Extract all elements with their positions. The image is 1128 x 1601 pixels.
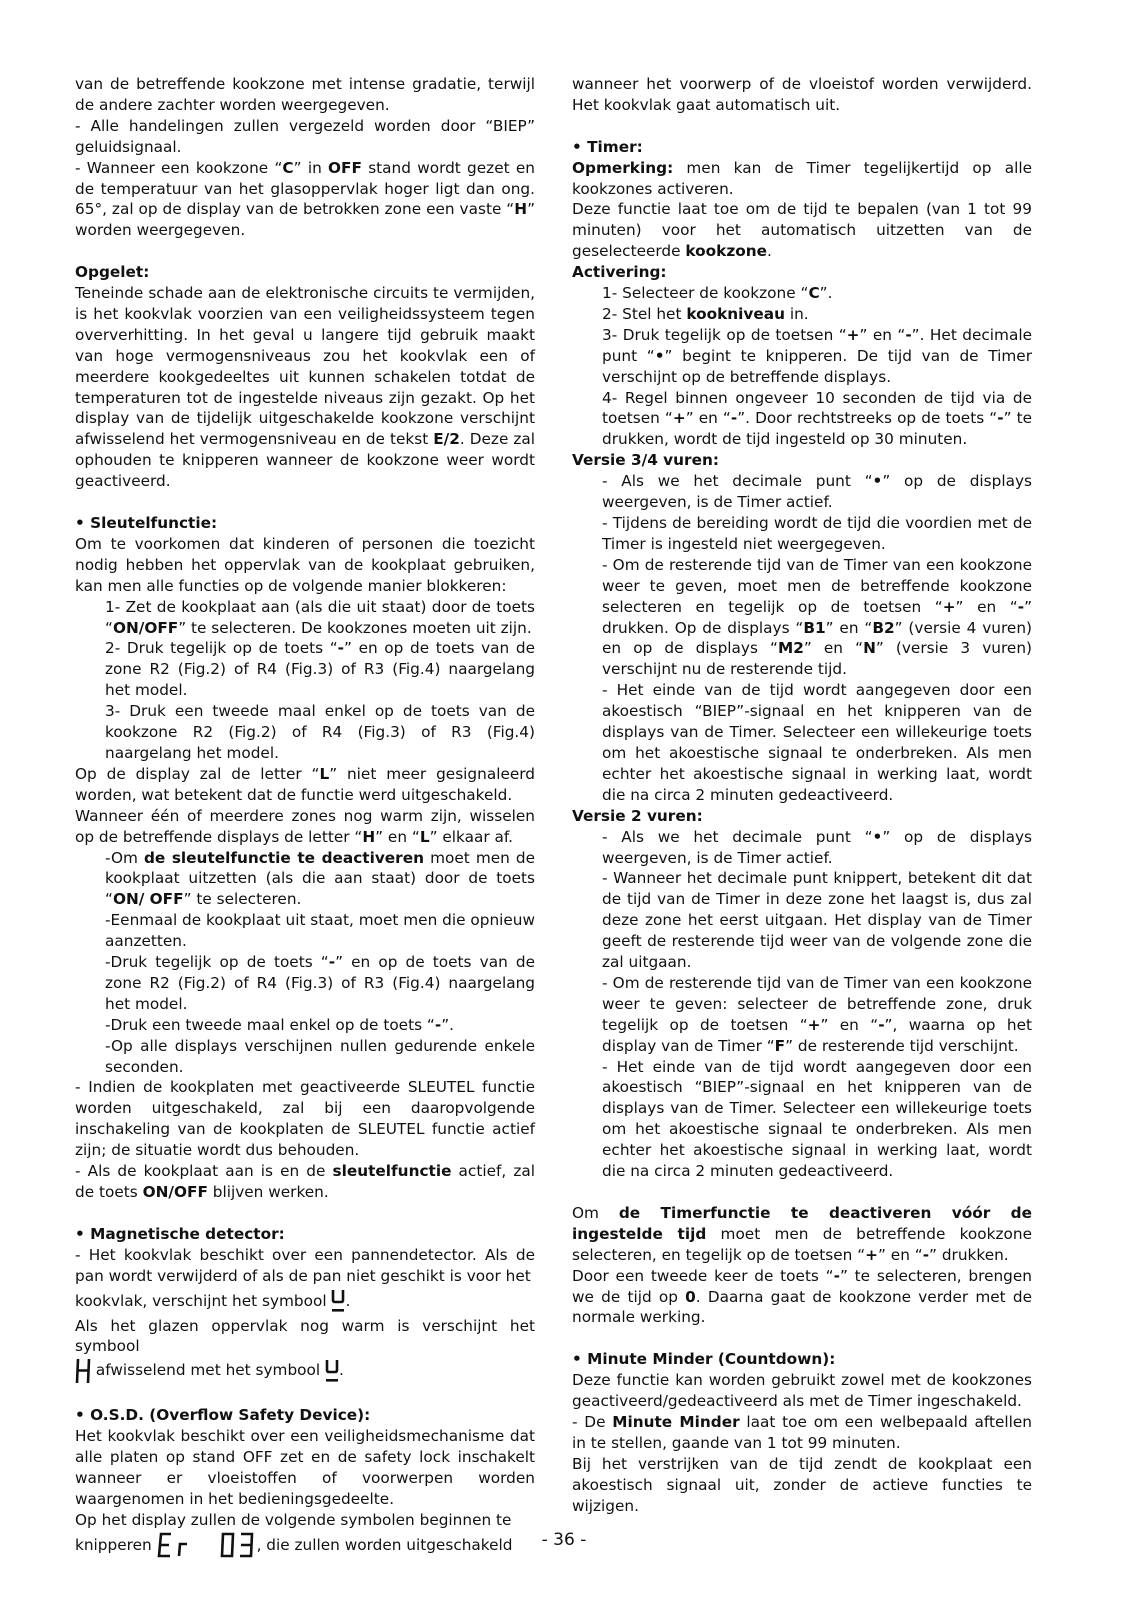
left-column: [75, 74, 535, 1560]
paragraph: kookvlak, verschijnt het symbool .: [75, 1287, 535, 1316]
hot-h-symbol-icon: [75, 1358, 91, 1384]
paragraph: Om de Timerfunctie te deactiveren vóór de ingestelde tijd moet men de betreffende kookzone selecteren, en tegelijk op de toetsen “+” en “-” drukken.: [572, 1203, 1032, 1264]
heading-opgelet: Opgelet:: [75, 263, 150, 282]
step: -Druk tegelijk op de toets “-” en op de toets van de zone R2 (Fig.2) of R4 (Fig.3) of R3 (Fig.4) naargelang het model.: [105, 953, 536, 1013]
paragraph: Het kookvlak beschikt over een veiligheidsmechanisme dat alle platen op stand OFF zet en de safety lock inschakelt wanneer er vloeistoffen of voorwerpen worden waargenomen in het bedieningsgedeelte.: [75, 1427, 535, 1508]
paragraph: van de betreffende kookzone met intense gradatie, terwijl de andere zachter worden weergegeven.: [75, 75, 535, 114]
step: - Om de resterende tijd van de Timer van een kookzone weer te geven: selecteer de betreffende zone, druk tegelijk op de toetsen “+” en “-”, waarna op het display van de Timer “F” de resterende tijd verschijnt.: [602, 973, 1032, 1055]
heading-magnetische-detector: • Magnetische detector:: [75, 1224, 285, 1243]
paragraph: Om te voorkomen dat kinderen of personen die toezicht nodig hebben het oppervlak van de kookplaat gebruiken, kan men alle functies op de volgende manier blokkeren:: [75, 534, 535, 595]
page-number: - 36 -: [541, 1530, 587, 1550]
heading-osd: • O.S.D. (Overflow Safety Device):: [75, 1406, 371, 1425]
paragraph: Deze functie kan worden gebruikt zowel met de kookzones geactiveerd/gedeactiveerd als met de Timer ingeschakeld.: [572, 1371, 1032, 1411]
paragraph: - De Minute Minder laat toe om een welbepaald aftellen in te stellen, gaande van 1 tot 99 minuten.: [572, 1412, 1032, 1452]
step: - Als we het decimale punt “•” op de displays weergeven, is de Timer actief.: [602, 472, 1032, 512]
step: - Om de resterende tijd van de Timer van een kookzone weer te geven, moet men de betreffende kookzone selecteren en tegelijk op de toetsen “+” en “-” drukken. Op de displays “B1” en “B2” (versie 4 vuren) en op de displays “M2” en “N” (versie 3 vuren) verschijnt nu de resterende tijd.: [602, 555, 1033, 679]
step: -Druk een tweede maal enkel op de toets “-”.: [105, 1015, 454, 1034]
step: - Tijdens de bereiding wordt de tijd die voordien met de Timer is ingesteld niet weergegeven.: [602, 514, 1032, 553]
paragraph: Door een tweede keer de toets “-” te selecteren, brengen we de tijd op 0. Daarna gaat de kookzone verder met de normale werking.: [572, 1266, 1032, 1327]
step: - Het einde van de tijd wordt aangegeven door een akoestisch “BIEP”-signaal en het knipperen van de displays van de Timer. Selecteer een willekeurige toets om het akoestische signaal te onderbreken. Als men echter het akoestische signaal in werking laat, wordt die na circa 2 minuten gedeactiveerd.: [602, 681, 1032, 804]
paragraph: - Alle handelingen zullen vergezeld worden door “BIEP” geluidsignaal.: [75, 116, 535, 156]
heading-sleutelfunctie: • Sleutelfunctie:: [75, 514, 218, 532]
paragraph: Deze functie laat toe om de tijd te bepalen (van 1 tot 99 minuten) voor het automatisch uitzetten van de geselecteerde kookzone.: [572, 200, 1032, 261]
right-column: [572, 74, 1032, 1516]
paragraph: - Indien de kookplaten met geactiveerde SLEUTEL functie worden uitgeschakeld, zal bij een daaropvolgende inschakeling van de kookplaten de SLEUTEL functie actief zijn; de situatie wordt dus behouden.: [75, 1078, 535, 1160]
paragraph: - Wanneer een kookzone “C” in OFF stand wordt gezet en de temperatuur van het glasoppervlak hoger ligt dan ong. 65°, zal op de display van de betrokken zone een vaste “H” worden weergegeven.: [75, 158, 535, 240]
paragraph: Bij het verstrijken van de tijd zendt de kookplaat een akoestisch signaal uit, zonder de actieve functies te wijzigen.: [572, 1454, 1032, 1515]
step: 2- Stel het kookniveau in.: [602, 304, 809, 323]
heading-minute-minder: • Minute Minder (Countdown):: [572, 1350, 836, 1369]
step: 3- Druk een tweede maal enkel op de toets van de kookzone R2 (Fig.2) of R4 (Fig.3) of R3 (Fig.4) naargelang het model.: [105, 702, 535, 762]
paragraph: Teneinde schade aan de elektronische circuits te vermijden, is het kookvlak voorzien van een veiligheidssysteem tegen oververhitting. In het geval u langere tijd gebruik maakt van hoge vermogensniveaus zou het kookvlak een of meerdere kookgedeeltes uit kunnen schakelen totdat de temperaturen tot de ingestelde niveaus zijn gezakt. Op het display van de tijdelijk uitgeschakelde kookzone verschijnt afwisselend het vermogensniveau en de tekst E/2. Deze zal ophouden te knipperen wanneer de kookzone weer wordt geactiveerd.: [75, 284, 535, 491]
paragraph: Opmerking: men kan de Timer tegelijkertijd op alle kookzones activeren.: [572, 158, 1032, 198]
step: 4- Regel binnen ongeveer 10 seconden de tijd via de toetsen “+” en “-”. Door rechtstreeks op de toets “-” te drukken, wordt de tijd ingesteld op 30 minuten.: [602, 388, 1032, 449]
heading-activering: Activering:: [572, 263, 667, 282]
paragraph: - Het kookvlak beschikt over een pannendetector. Als de pan wordt verwijderd of als de pan niet geschikt is voor het: [75, 1245, 535, 1285]
paragraph: afwisselend met het symbool .: [75, 1357, 535, 1384]
paragraph: Op de display zal de letter “L” niet meer gesignaleerd worden, wat betekent dat de functie werd uitgeschakeld.: [75, 764, 535, 804]
step: 1- Zet de kookplaat aan (als die uit staat) door de toets “ON/OFF” te selecteren. De kookzones moeten uit zijn.: [105, 597, 535, 637]
heading-versie-2: Versie 2 vuren:: [572, 806, 703, 825]
step: -Om de sleutelfunctie te deactiveren moet men de kookplaat uitzetten (als die aan staat) door de toets “ON/ OFF” te selecteren.: [105, 848, 536, 909]
step: - Als we het decimale punt “•” op de displays weergeven, is de Timer actief.: [602, 827, 1032, 867]
pan-symbol-icon: [331, 1288, 345, 1314]
step: -Op alle displays verschijnen nullen gedurende enkele seconden.: [105, 1036, 535, 1076]
paragraph: Op het display zullen de volgende symbolen beginnen te: [75, 1510, 512, 1529]
paragraph: - Als de kookplaat aan is en de sleutelfunctie actief, zal de toets ON/OFF blijven werken.: [75, 1162, 535, 1201]
step: 2- Druk tegelijk op de toets “-” en op de toets van de zone R2 (Fig.2) of R4 (Fig.3) of R3 (Fig.4) naargelang het model.: [105, 639, 535, 700]
step: - Het einde van de tijd wordt aangegeven door een akoestisch “BIEP”-signaal en het knipperen van de displays van de Timer. Selecteer een willekeurige toets om het akoestische signaal te onderbreken. Als men echter het akoestische signaal in werking laat, wordt die na circa 2 minuten gedeactiveerd.: [602, 1057, 1032, 1181]
step: - Wanneer het decimale punt knippert, betekent dit dat de tijd van de Timer in deze zone het laagst is, dus zal deze zone het eerst uitgaan. Het display van de Timer geeft de resterende tijd weer van de volgende zone die zal uitgaan.: [602, 869, 1032, 972]
paragraph: knipperen , die zullen worden uitgeschakeld: [75, 1531, 535, 1560]
heading-versie-3-4: Versie 3/4 vuren:: [572, 451, 719, 470]
step: -Eenmaal de kookplaat uit staat, moet men die opnieuw aanzetten.: [105, 911, 536, 951]
paragraph: Wanneer één of meerdere zones nog warm zijn, wisselen op de betreffende displays de letter “H” en “L” elkaar af.: [75, 806, 535, 846]
step: 1- Selecteer de kookzone “C”.: [602, 284, 833, 303]
heading-timer: • Timer:: [572, 137, 643, 156]
pan-symbol-icon: [325, 1358, 339, 1384]
paragraph: wanneer het voorwerp of de vloeistof worden verwijderd. Het kookvlak gaat automatisch uit.: [572, 75, 1032, 114]
paragraph: Als het glazen oppervlak nog warm is verschijnt het symbool: [75, 1316, 535, 1356]
step: 3- Druk tegelijk op de toetsen “+” en “-”. Het decimale punt “•” begint te knipperen. De tijd van de Timer verschijnt op de betreffende displays.: [602, 325, 1032, 386]
